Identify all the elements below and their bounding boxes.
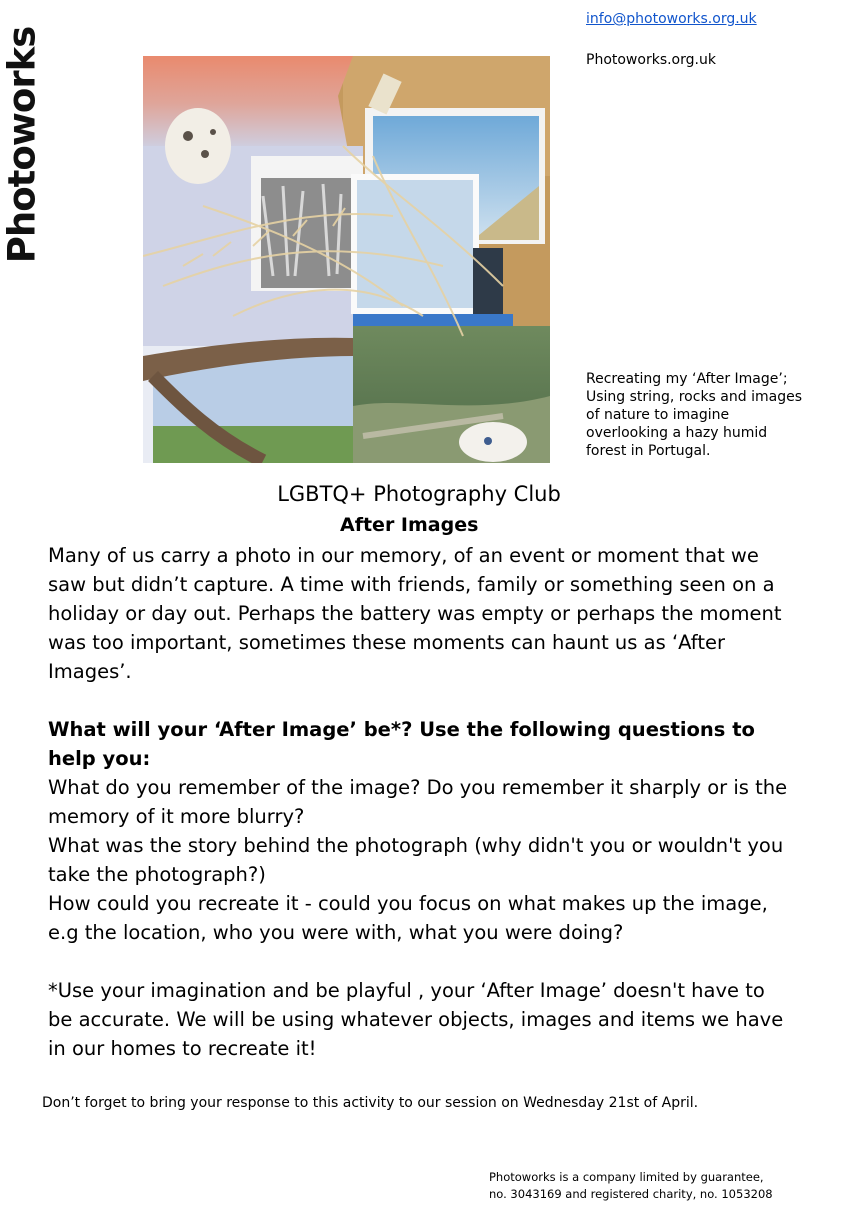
activity-body [48, 541, 788, 1063]
club-title-text: LGBTQ+ Photography Club [277, 482, 561, 506]
footer [489, 1169, 773, 1203]
activity-subtitle: After Images [340, 514, 479, 536]
collage-photo [143, 56, 550, 463]
footer-line-1: Photoworks is a company limited by guarantee, [489, 1170, 764, 1184]
photo-caption: Recreating my ‘After Image’; Using string, rocks and images of nature to imagine overlooking a hazy humid forest in Portugal. [586, 371, 802, 459]
note-paragraph: *Use your imagination and be playful , your ‘After Image’ doesn't have to be accurate. We will be using whatever objects, images and items we have in our homes to recreate it! [48, 979, 784, 1060]
intro-paragraph: Many of us carry a photo in our memory, of an event or moment that we saw but didn’t capture. A time with friends, family or something seen on a holiday or day out. Perhaps the battery was empty or perhaps the moment was too important, sometimes these moments can haunt us as ‘After Images’. [48, 544, 782, 683]
collage-illustration [143, 56, 550, 463]
website-text: Photoworks.org.uk [586, 52, 716, 68]
email-link[interactable]: info@photoworks.org.uk [586, 11, 757, 27]
question-1: What do you remember of the image? Do you remember it sharply or is the memory of it more blurry? [48, 776, 788, 828]
logo-text: Photoworks [0, 26, 44, 264]
question-3: How could you recreate it - could you focus on what makes up the image, e.g the location, who you were with, what you were doing? [48, 892, 768, 944]
photoworks-logo [0, 14, 44, 264]
prompt-heading: What will your ‘After Image’ be*? Use the following questions to help you: [48, 718, 755, 770]
session-reminder: Don’t forget to bring your response to this activity to our session on Wednesday 21st of April. [42, 1095, 699, 1111]
footer-line-2: no. 3043169 and registered charity, no. 1053208 [489, 1187, 773, 1201]
question-2: What was the story behind the photograph (why didn't you or wouldn't you take the photograph?) [48, 834, 784, 886]
club-title [0, 482, 844, 506]
